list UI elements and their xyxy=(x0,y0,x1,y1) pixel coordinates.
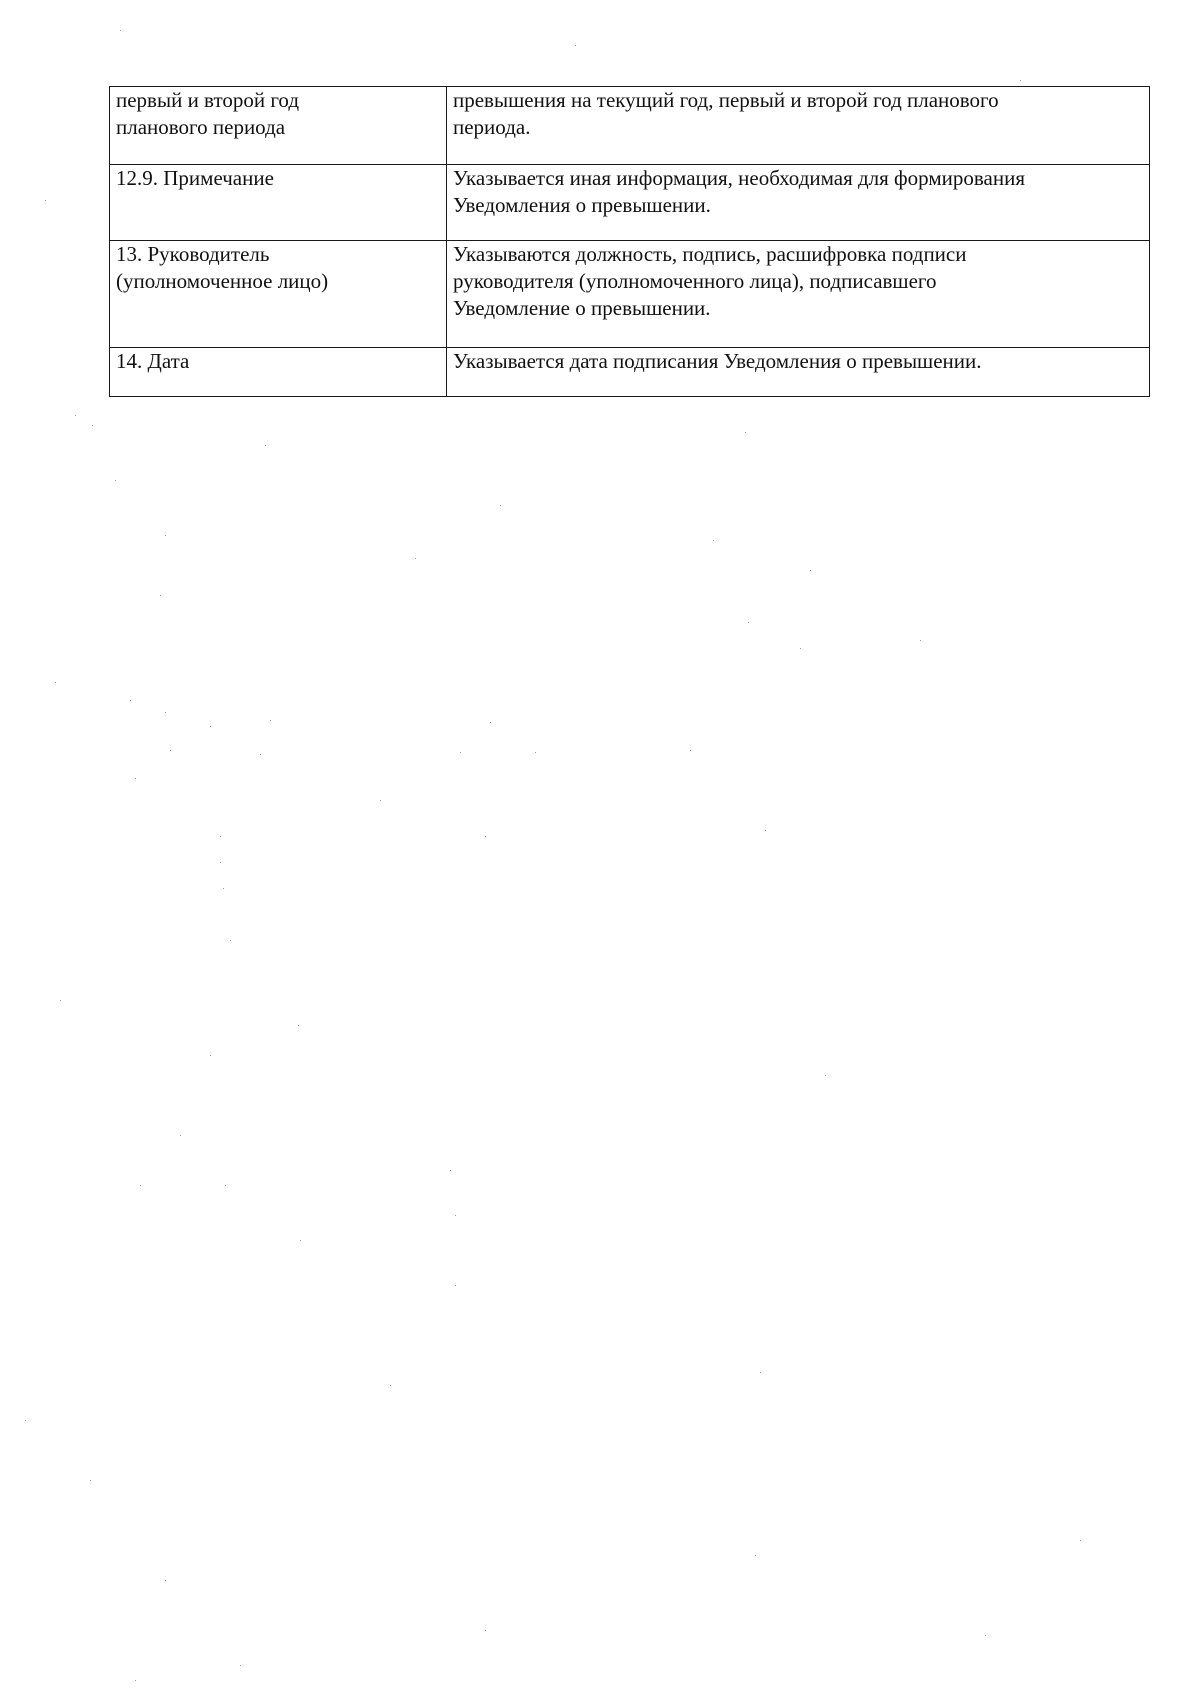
field-name-cell xyxy=(110,241,447,348)
table-row xyxy=(110,241,1150,348)
field-name-text: 14. Дата xyxy=(116,349,190,373)
field-name-cell xyxy=(110,87,447,165)
field-name-cell xyxy=(110,348,447,397)
field-description-text: превышения на текущий год, первый и второй год планового периода. xyxy=(453,88,999,139)
field-description-cell xyxy=(447,241,1150,348)
field-description-text: Указывается дата подписания Уведомления о превышении. xyxy=(453,349,982,373)
field-name-text: 13. Руководитель (уполномоченное лицо) xyxy=(116,242,329,293)
table-row xyxy=(110,87,1150,165)
field-description-text: Указываются должность, подпись, расшифровка подписи руководителя (уполномоченного лица), подписавшего Уведомление о превышении. xyxy=(453,242,967,320)
field-name-cell xyxy=(110,165,447,241)
field-description-text: Указывается иная информация, необходимая для формирования Уведомления о превышении. xyxy=(453,166,1025,217)
field-name-text: первый и второй год планового периода xyxy=(116,88,300,139)
table-row xyxy=(110,348,1150,397)
field-description-cell xyxy=(447,348,1150,397)
field-name-text: 12.9. Примечание xyxy=(116,166,274,190)
notification-fields-table xyxy=(109,86,1150,397)
field-description-cell xyxy=(447,87,1150,165)
field-description-cell xyxy=(447,165,1150,241)
table-row xyxy=(110,165,1150,241)
